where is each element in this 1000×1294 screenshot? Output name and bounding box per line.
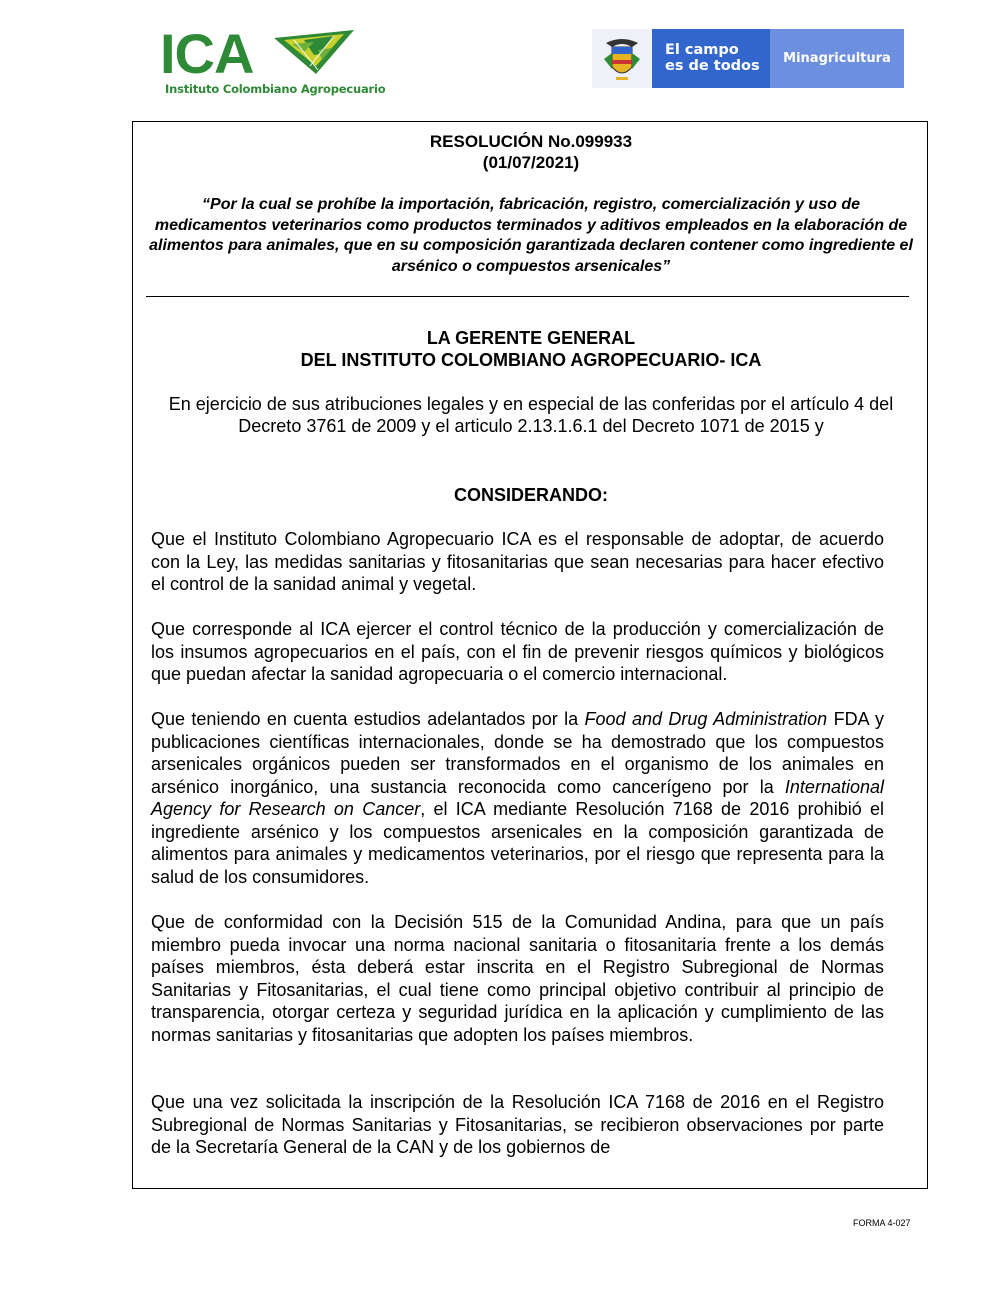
government-logo	[592, 29, 904, 88]
authority-line-2: DEL INSTITUTO COLOMBIANO AGROPECUARIO- ICA	[300, 350, 762, 370]
paragraph-1: Que el Instituto Colombiano Agropecuario ICA es el responsable de adoptar, de acuerdo con la Ley, las medidas sanitarias y fitosanitarias que sean necesarias para hacer efectivo el control de la sanidad animal y vegetal.	[151, 529, 884, 594]
ica-logo	[160, 22, 386, 98]
ica-leaf-icon	[274, 30, 354, 82]
gov-slogan-line-1: El campo	[665, 42, 739, 58]
ministry-name: Minagricultura	[770, 29, 904, 88]
ica-logo-text: ICA	[160, 22, 254, 85]
ica-logo-subtitle: Instituto Colombiano Agropecuario	[165, 82, 386, 96]
paragraph-3-part-b: FDA y publicaciones científicas internacionales, donde se ha demostrado que los compuestos arsenicales orgánicos pueden ser transformados en el organismo de los animales en arsénico inorgánico, una sustancia reconocida como cancerígeno por la	[151, 709, 884, 797]
coat-of-arms-icon	[592, 29, 652, 88]
considering-heading: CONSIDERANDO:	[453, 485, 608, 505]
authority-line-1: LA GERENTE GENERAL	[426, 328, 636, 348]
resolution-date: (01/07/2021)	[482, 153, 580, 172]
resolution-title	[133, 131, 929, 173]
document-frame	[132, 121, 928, 1189]
fda-name: Food and Drug Administration	[584, 709, 828, 729]
resolution-number: RESOLUCIÓN No.099933	[429, 132, 633, 151]
authority-heading	[133, 327, 929, 371]
form-code: FORMA 4-027	[853, 1218, 911, 1228]
divider	[146, 296, 909, 297]
resolution-subject: “Por la cual se prohíbe la importación, fabricación, registro, comercialización y uso de medicamentos veterinarios como productos terminados y aditivos empleados en la elaboración de alimentos para animales, que en su composición garantizada declaren contener como ingrediente el arsénico o compuestos arsenicales”	[149, 196, 913, 275]
paragraph-4: Que de conformidad con la Decisión 515 de la Comunidad Andina, para que un país miembro pueda invocar una norma nacional sanitaria o fitosanitaria frente a los demás países miembros, ésta deberá estar inscrita en el Registro Subregional de Normas Sanitarias y Fitosanitarias, el cual tiene como principal objetivo contribuir al principio de transparencia, otorgar certeza y seguridad jurídica en la aplicación y cumplimiento de las normas sanitarias y fitosanitarias que adopten los países miembros.	[151, 912, 884, 1045]
paragraph-3-part-a: Que teniendo en cuenta estudios adelantados por la	[151, 709, 585, 729]
paragraph-2: Que corresponde al ICA ejercer el control técnico de la producción y comercialización de los insumos agropecuarios en el país, con el fin de prevenir riesgos químicos y biológicos que puedan afectar la sanidad agropecuaria o el comercio internacional.	[151, 619, 884, 684]
gov-slogan-line-2: es de todos	[665, 58, 760, 74]
iarc-name: International Agency for Research on Cancer	[151, 776, 884, 819]
paragraph-3-part-c: , el ICA mediante Resolución 7168 de 2016 prohibió el ingrediente arsénico y los compuestos arsenicales en la composición garantizada de alimentos para animales y medicamentos veterinarios, por el riesgo que representa para la salud de los consumidores.	[151, 799, 884, 887]
paragraph-3	[151, 708, 884, 888]
gov-slogan	[652, 29, 770, 88]
paragraph-5: Que una vez solicitada la inscripción de la Resolución ICA 7168 de 2016 en el Registro Subregional de Normas Sanitarias y Fitosanitarias, se recibieron observaciones por parte de la Secretaría General de la CAN y de los gobiernos de	[151, 1092, 884, 1157]
powers-statement: En ejercicio de sus atribuciones legales y en especial de las conferidas por el artículo 4 del Decreto 3761 de 2009 y el articulo 2.13.1.6.1 del Decreto 1071 de 2015 y	[168, 394, 894, 436]
